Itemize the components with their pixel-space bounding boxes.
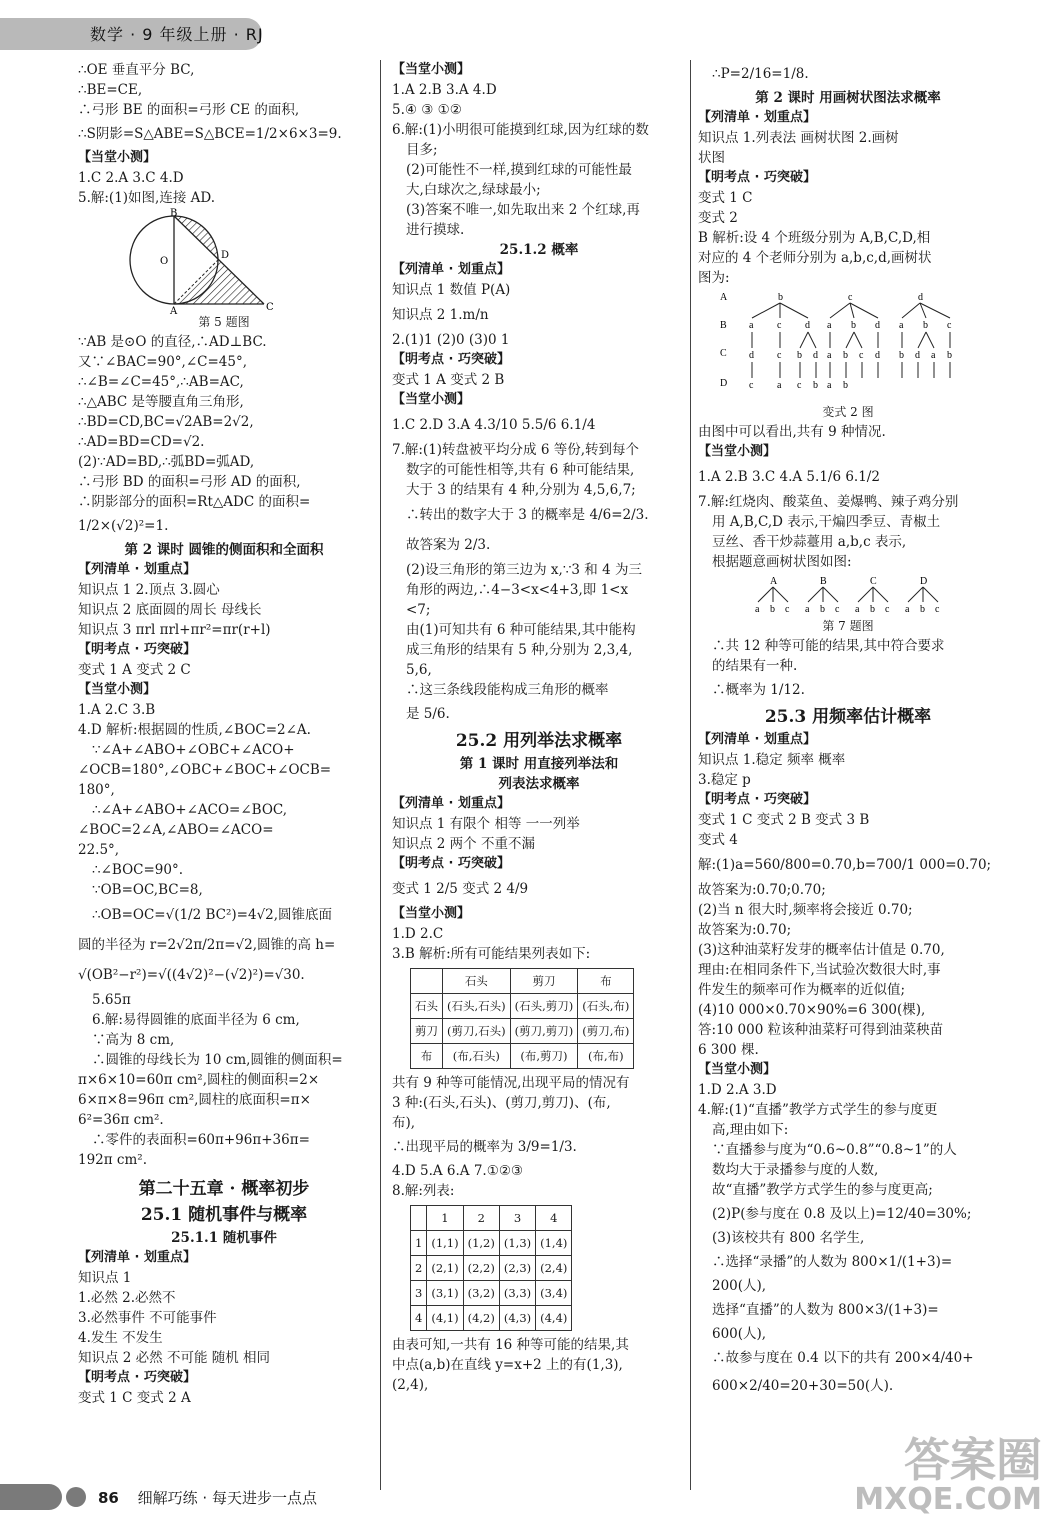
text-line: 知识点 1 有限个 相等 一一列举 [392,816,580,832]
tree-left-label: B [720,320,727,331]
text-line: 1.必然 2.必然不 [78,1290,176,1306]
table-cell: 布 [411,1044,443,1069]
text-line: 知识点 1 [78,1270,132,1286]
table-header-cell: 2 [463,1206,499,1231]
table-cell: (4,4) [536,1306,572,1331]
table-cell: (2,4) [536,1256,572,1281]
text-line: ∴转出的数字大于 3 的概率是 4/6=2/3. [406,507,649,523]
table-header-cell [411,1206,427,1231]
tree-root: C [870,576,877,587]
text-line: (3)该校共有 800 名学生, [712,1230,865,1246]
tree-root: B [820,576,827,587]
answer-line: 5.④ ③ ①② [392,102,462,118]
text-line: 变式 1 2/5 变式 2 4/9 [392,881,529,897]
tree-leaf: a [905,604,910,615]
text-line: ∵直播参与度为“0.6~0.8”“0.8~1”的人 [712,1142,957,1158]
section-label: 【当堂小测】 [78,150,157,165]
tree-leaf: c [885,604,890,615]
text-line: (2)设三角形的第三边为 x,∵3 和 4 为三 [406,562,642,578]
table-header-cell [411,969,443,994]
text-line: 故答案为 2/3. [406,537,491,553]
section-label: 【当堂小测】 [392,906,471,921]
text-line: 知识点 2 1.m/n [392,307,489,323]
label-o: O [160,256,169,267]
text-line: 图为: [698,270,730,286]
tree-mid: d [875,320,880,331]
text-line: 故答案为:0.70; [698,922,792,938]
text-line: 知识点 3 πrl πrl+πr²=πr(r+l) [78,622,271,638]
label-b: B [170,208,178,219]
figure-caption: 第 5 题图 [198,315,250,329]
table-cell: (3,1) [427,1281,463,1306]
text-line: 高,理由如下: [712,1122,789,1138]
text-line: 22.5°, [78,842,120,858]
column-divider-2 [690,60,691,1490]
text-line: 6.解:易得圆锥的底面半径为 6 cm, [92,1012,300,1028]
text-line: 目多; [406,142,438,158]
table-cell: 1 [411,1231,427,1256]
tree-leaf: d [749,350,754,361]
text-line: (2)当 n 很大时,频率将会接近 0.70; [698,902,913,918]
tree-leaf: b [813,380,818,391]
text-line: 中点(a,b)在直线 y=x+2 上的有(1,3), [392,1357,623,1373]
text-line: (3)答案不唯一,如先取出来 2 个红球,再 [406,202,640,218]
tree-mid: b [923,320,928,331]
tree-leaf: a [777,380,782,391]
answer-line: 1.C 2.D 3.A 4.3/10 5.5/6 6.1/4 [392,417,596,433]
text-line: 布), [392,1115,416,1131]
label-d: D [221,250,230,261]
table-header-cell: 1 [427,1206,463,1231]
section-title: 25.3 用频率估计概率 [764,707,932,727]
text-line: ∴选择“录播”的人数为 800×1/(1+3)= [712,1254,953,1270]
table-row [411,994,634,1019]
text-line: 知识点 2 两个 不重不漏 [392,836,535,852]
table-cell: (4,2) [463,1306,499,1331]
text-line: ∴∠A+∠ABO+∠ACO=∠BOC, [92,802,288,818]
tree-mid: b [851,320,856,331]
table-header-cell: 4 [536,1206,572,1231]
watermark-line-2: MXQE.COM [854,1482,1042,1517]
table-cell: (石头,布) [578,994,634,1019]
section-label: 【列清单 · 划重点】 [392,796,510,811]
text-line: ∴阴影部分的面积=Rt△ADC 的面积= [78,494,311,510]
text-line: 6 300 棵. [698,1042,759,1058]
column-divider-1 [380,60,381,1490]
section-label: 【明考点 · 巧突破】 [392,856,510,871]
table-cell: (剪刀,石头) [443,1019,511,1044]
text-line: <7; [406,602,431,618]
text-line: 4.解:(1)“直播”教学方式学生的参与度更 [698,1102,938,1118]
text-line: ∴零件的表面积=60π+96π+36π= [92,1132,310,1148]
tree-leaf: b [870,604,875,615]
table-row [411,1044,634,1069]
tree-diagram-variant-2 [718,290,978,400]
tree-root: A [770,576,778,587]
table-cell: (布,石头) [443,1044,511,1069]
answer-line: 4.D 5.A 6.A 7.①②③ [392,1163,524,1179]
section-label: 【明考点 · 巧突破】 [78,1370,196,1385]
tree-leaf: b [820,604,825,615]
table-cell: (1,3) [499,1231,535,1256]
text-line: (2,4), [392,1377,429,1393]
column-1 [78,60,370,1408]
text-line: 进行摸球. [406,222,465,238]
text-line: 故“直播”教学方式学生的参与度更高; [712,1182,933,1198]
page-number: 86 [98,1489,119,1507]
table-cell: (剪刀,布) [578,1019,634,1044]
text-line: 理由:在相同条件下,当试验次数很大时,事 [698,962,941,978]
table-cell: (2,2) [463,1256,499,1281]
label-a: A [170,306,178,317]
text-line: ∵高为 8 cm, [92,1032,175,1048]
tree-diagram-q7 [748,574,948,614]
text-line: 180°, [78,782,115,798]
tree-leaf: a [931,350,936,361]
text-line: 变式 1 A 变式 2 B [392,372,505,388]
table-cell: (4,3) [499,1306,535,1331]
text-line: ∴∠B=∠C=45°,∴AB=AC, [78,374,244,390]
text-line: 知识点 2 必然 不可能 随机 相同 [78,1350,271,1366]
section-label: 【明考点 · 巧突破】 [78,642,196,657]
text-line: 变式 4 [698,832,738,848]
text-line: 600(人), [712,1326,767,1342]
tree-leaf: d [915,350,920,361]
text-line: ∴OE 垂直平分 BC, [78,62,195,78]
rps-table [410,968,634,1069]
text-line: 数字的可能性相等,共有 6 种可能结果, [406,462,635,478]
text-line: 4.发生 不发生 [78,1330,163,1346]
answer-line: 1.A 2.C 3.B [78,702,156,718]
column-3 [698,60,998,1400]
table-cell: (4,1) [427,1306,463,1331]
text-line: 由(1)可知共有 6 种可能结果,其中能构 [406,622,636,638]
dice-table [410,1205,572,1331]
tree-left-label: D [720,378,728,389]
section-label: 【明考点 · 巧突破】 [698,792,816,807]
table-cell: 剪刀 [411,1019,443,1044]
text-line: (2)∵AD=BD,∴弧BD=弧AD, [78,454,255,470]
table-cell: (2,3) [499,1256,535,1281]
text-line: 3 种:(石头,石头)、(剪刀,剪刀)、(布, [392,1095,611,1111]
table-cell: 2 [411,1256,427,1281]
table-header-row [411,1206,572,1231]
answer-line: 1.D 2.A 3.D [698,1082,777,1098]
text-line: 件发生的频率可作为概率的近似值; [698,982,906,998]
figure-5-circle [124,208,324,317]
text-line: 成三角形的结果有 5 种,分别为 2,3,4, [406,642,633,658]
tree-leaf: c [797,380,802,391]
text-line: ∴∠BOC=90°. [92,862,183,878]
text-line: ∴S阴影=S△ABE=S△BCE=1/2×6×3=9. [78,126,342,142]
table-cell: (3,2) [463,1281,499,1306]
chapter-title: 第二十五章 · 概率初步 [138,1179,310,1199]
text-line: ∴弓形 BD 的面积=弓形 AD 的面积, [78,474,301,490]
table-row [411,1306,572,1331]
text-line: 知识点 1 数值 P(A) [392,282,511,298]
table-cell: (1,2) [463,1231,499,1256]
text-line: 根据题意画树状图如图: [712,554,852,570]
tree-root: D [920,576,928,587]
text-line: ∴P=2/16=1/8. [712,66,809,82]
tree-mid: c [947,320,952,331]
answer-line: 1.A 2.B 3.A 4.D [392,82,497,98]
text-line: 用 A,B,C,D 表示,干煸四季豆、青椒土 [712,514,941,530]
text-line: 变式 2 [698,210,738,226]
tree-leaf: b [899,350,904,361]
tree-leaf: b [843,350,848,361]
table-header-cell: 剪刀 [510,969,578,994]
table-cell: (3,3) [499,1281,535,1306]
text-line: ∵OB=OC,BC=8, [92,882,203,898]
text-line: 豆丝、香干炒蒜薹用 a,b,c 表示, [712,534,907,550]
text-line: 知识点 1.列表法 画树状图 2.画树 [698,130,899,146]
section-label: 【列清单 · 划重点】 [78,562,196,577]
tree-leaf: a [827,380,832,391]
tree-mid: a [827,320,832,331]
section-label: 【当堂小测】 [392,392,471,407]
text-line: 5.65π [92,992,131,1008]
text-line: 变式 1 C 变式 2 A [78,1390,191,1406]
table-cell: (剪刀,剪刀) [510,1019,578,1044]
section-label: 【明考点 · 巧突破】 [392,352,510,367]
table-row [411,1231,572,1256]
table-cell: (石头,石头) [443,994,511,1019]
tree-leaf: a [755,604,760,615]
text-line: 角形的两边,∴4−3<x<4+3,即 1<x [406,582,629,598]
subsection-title: 25.1.1 随机事件 [171,1230,277,1246]
table-cell: 3 [411,1281,427,1306]
tree-leaf: a [855,604,860,615]
text-line: 解:(1)a=560/800=0.70,b=700/1 000=0.70; [698,857,992,873]
text-line: ∴BD=CD,BC=√2AB=2√2, [78,414,254,430]
table-cell: (布,布) [578,1044,634,1069]
text-line: 对应的 4 个老师分别为 a,b,c,d,画树状 [698,250,932,266]
text-line: 的结果有一种. [712,658,798,674]
text-line: ∵AB 是⊙O 的直径,∴AD⊥BC. [78,334,267,350]
text-line: 大于 3 的结果有 4 种,分别为 4,5,6,7; [406,482,636,498]
text-line: 圆的半径为 r=2√2π/2π=√2,圆锥的高 h= [78,937,336,953]
text-line: 由表可知,一共有 16 种等可能的结果,其 [392,1337,629,1353]
running-header: 数学 · 9 年级上册 · RJ [90,25,264,44]
table-header-row [411,969,634,994]
table-cell: (石头,剪刀) [510,994,578,1019]
text-line: ∴故参与度在 0.4 以下的共有 200×4/40+ [712,1350,974,1366]
text-line: 选择“直播”的人数为 800×3/(1+3)= [712,1302,939,1318]
tree-leaf: a [805,604,810,615]
text-line: 是 5/6. [406,706,450,722]
text-line: ∴这三条线段能构成三角形的概率 [406,682,609,698]
tree-mid: a [899,320,904,331]
section-label: 【明考点 · 巧突破】 [698,170,816,185]
footer-bar [0,1484,62,1510]
tree-leaf: c [859,350,864,361]
lesson-title: 第 2 课时 圆锥的侧面积和全面积 [124,542,324,558]
text-line: 知识点 1.稳定 频率 概率 [698,752,846,768]
watermark-line-1: 答案圈 [904,1433,1042,1487]
tree-mid: a [749,320,754,331]
table-header-cell: 布 [578,969,634,994]
text-line: 大,白球次之,绿球最小; [406,182,541,198]
section-label: 【当堂小测】 [698,444,777,459]
text-line: 600×2/40=20+30=50(人). [712,1378,894,1394]
column-2 [392,60,686,1395]
table-header-cell: 石头 [443,969,511,994]
text-line: 7.解:红烧肉、酸菜鱼、姜爆鸭、辣子鸡分别 [698,494,959,510]
figure-caption: 变式 2 图 [822,405,874,419]
lesson-title: 第 1 课时 用直接列举法和 [459,756,619,772]
answer-line: 1.A 2.B 3.C 4.A 5.1/6 6.1/2 [698,469,880,485]
text-line: 3.B 解析:所有可能结果列表如下: [392,946,591,962]
section-label: 【列清单 · 划重点】 [78,1250,196,1265]
table-row [411,1281,572,1306]
text-line: 知识点 1 2.顶点 3.圆心 [78,582,220,598]
tree-leaf: c [835,604,840,615]
text-line: 变式 1 C [698,190,753,206]
text-line: ∴弓形 BE 的面积=弓形 CE 的面积, [78,102,300,118]
tree-leaf: d [875,350,880,361]
table-row [411,1256,572,1281]
answer-line: 1.C 2.A 3.C 4.D [78,170,184,186]
text-line: 2.(1)1 (2)0 (3)0 1 [392,332,510,348]
tree-leaf: c [777,350,782,361]
tree-root: c [848,292,853,303]
text-line: 6.解:(1)小明很可能摸到红球,因为红球的数 [392,122,649,138]
text-line: (2)P(参与度在 0.8 及以上)=12/40=30%; [712,1206,972,1222]
text-line: π×6×10=60π cm²,圆柱的侧面积=2× [78,1072,320,1088]
tree-leaf: b [947,350,952,361]
tree-root: d [918,292,923,303]
table-header-cell: 3 [499,1206,535,1231]
table-cell: 4 [411,1306,427,1331]
text-line: (2)可能性不一样,摸到红球的可能性最 [406,162,632,178]
text-line: √(OB²−r²)=√((4√2)²−(√2)²)=√30. [78,967,305,983]
label-c: C [266,302,274,313]
figure-caption: 第 7 题图 [822,619,874,633]
section-title: 25.2 用列举法求概率 [455,731,623,751]
text-line: 又∵∠BAC=90°,∠C=45°, [78,354,248,370]
text-line: (3)这种油菜籽发芽的概率估计值是 0.70, [698,942,945,958]
text-line: 192π cm². [78,1152,147,1168]
table-cell: (2,1) [427,1256,463,1281]
text-line: 故答案为:0.70;0.70; [698,882,826,898]
text-line: 数均大于录播参与度的人数, [712,1162,879,1178]
text-line: ∴出现平局的概率为 3/9=1/3. [392,1139,577,1155]
tree-left-label: C [720,348,727,359]
text-line: 状图 [698,150,725,166]
table-cell: 石头 [411,994,443,1019]
section-label: 【列清单 · 划重点】 [698,732,816,747]
answer-line: 5.解:(1)如图,连接 AD. [78,190,216,206]
answer-line: 1.D 2.C [392,926,444,942]
section-label: 【当堂小测】 [698,1062,777,1077]
tree-leaf: b [797,350,802,361]
tree-leaf: a [827,350,832,361]
text-line: ∴AD=BD=CD=√2. [78,434,205,450]
text-line: ∴OB=OC=√(1/2 BC²)=4√2,圆锥底面 [92,907,333,923]
tree-mid: d [805,320,810,331]
text-line: ∠OCB=180°,∠OBC+∠BOC+∠OCB= [78,762,332,778]
text-line: 3.必然事件 不可能事件 [78,1310,217,1326]
text-line: 变式 1 A 变式 2 C [78,662,191,678]
text-line: 共有 9 种等可能情况,出现平局的情况有 [392,1075,630,1091]
text-line: ∴BE=CE, [78,82,143,98]
text-line: 1/2×(√2)²=1. [78,518,169,534]
footer [98,1487,317,1508]
tree-leaf: c [749,380,754,391]
text-line: ∵∠A+∠ABO+∠OBC+∠ACO+ [92,742,295,758]
section-title: 25.1 随机事件与概率 [140,1205,308,1225]
lesson-title: 第 2 课时 用画树状图法求概率 [755,90,941,106]
text-line: ∴共 12 种等可能的结果,其中符合要求 [712,638,945,654]
text-line: 5,6, [406,662,432,678]
watermark [842,1433,1042,1520]
section-label: 【当堂小测】 [78,682,157,697]
text-line: 200(人), [712,1278,767,1294]
tree-left-label: A [720,292,728,303]
text-line: 答:10 000 粒该种油菜籽可得到油菜秧苗 [698,1022,944,1038]
table-cell: (3,4) [536,1281,572,1306]
tree-leaf: c [935,604,940,615]
text-line: ∠BOC=2∠A,∠ABO=∠ACO= [78,822,274,838]
text-line: ∴圆锥的母线长为 10 cm,圆锥的侧面积= [92,1052,343,1068]
tree-mid: c [777,320,782,331]
table-cell: (布,剪刀) [510,1044,578,1069]
section-label: 【当堂小测】 [392,62,471,77]
footer-dot [66,1487,86,1507]
text-line: 由图中可以看出,共有 9 种情况. [698,424,886,440]
text-line: ∴△ABC 是等腰直角三角形, [78,394,244,410]
section-label: 【列清单 · 划重点】 [392,262,510,277]
tree-leaf: b [770,604,775,615]
tree-root: b [778,292,783,303]
text-line: 7.解:(1)转盘被平均分成 6 等份,转到每个 [392,442,640,458]
text-line: 6×π×8=96π cm²,圆柱的底面积=π× [78,1092,311,1108]
subsection-title: 25.1.2 概率 [499,242,579,258]
text-line: 8.解:列表: [392,1183,455,1199]
text-line: 4.D 解析:根据圆的性质,∠BOC=2∠A. [78,722,311,738]
brand-slogan: 细解巧练 · 每天进步一点点 [137,1489,317,1507]
text-line: ∴概率为 1/12. [712,682,805,698]
tree-leaf: b [920,604,925,615]
tree-leaf: c [785,604,790,615]
table-cell: (1,4) [536,1231,572,1256]
section-label: 【列清单 · 划重点】 [698,110,816,125]
text-line: 6²=36π cm². [78,1112,164,1128]
table-cell: (1,1) [427,1231,463,1256]
text-line: 3.稳定 p [698,772,751,788]
text-line: (4)10 000×0.70×90%=6 300(棵), [698,1002,926,1018]
tree-leaf: d [813,350,818,361]
table-row [411,1019,634,1044]
text-line: B 解析:设 4 个班级分别为 A,B,C,D,相 [698,230,931,246]
lesson-title: 列表法求概率 [498,776,580,792]
text-line: 知识点 2 底面圆的周长 母线长 [78,602,262,618]
text-line: 变式 1 C 变式 2 B 变式 3 B [698,812,870,828]
tree-leaf: b [843,380,848,391]
